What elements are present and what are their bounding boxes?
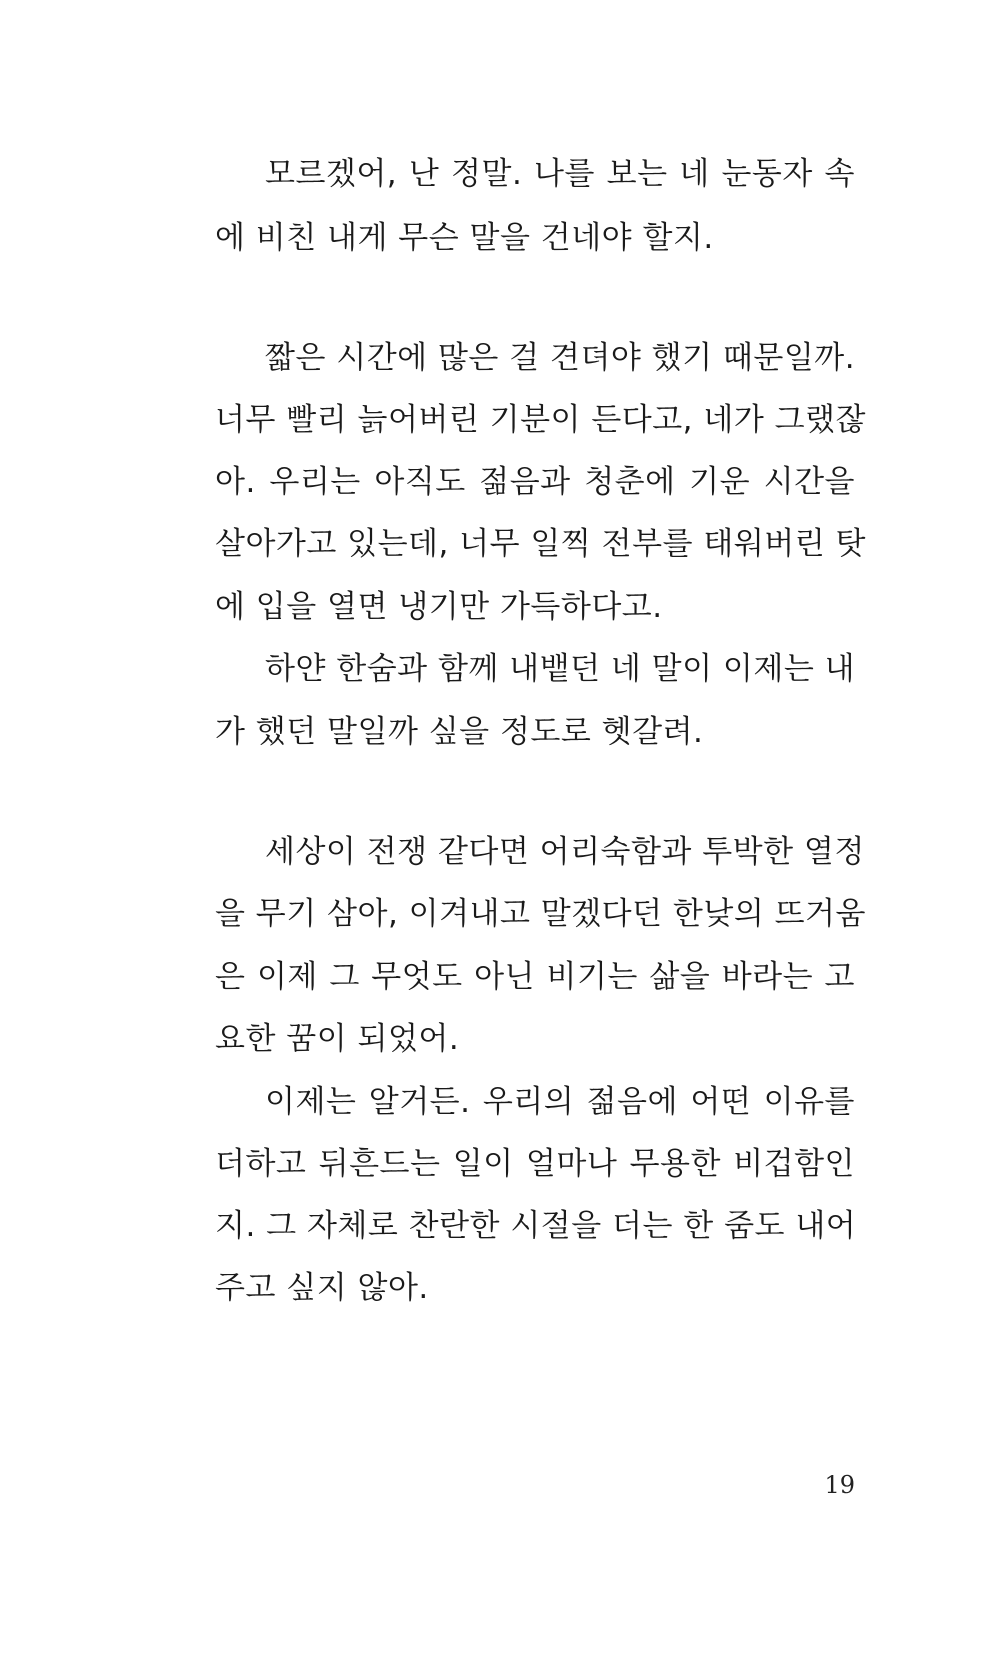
text-line: 은 이제 그 무엇도 아닌 비기는 삶을 바라는 고	[215, 959, 855, 995]
text-line: 에 입을 열면 냉기만 가득하다고.	[215, 589, 663, 625]
text-line: 주고 싶지 않아.	[215, 1270, 429, 1306]
text-line: 짧은 시간에 많은 걸 견뎌야 했기 때문일까.	[265, 340, 856, 376]
text-line: 에 비친 내게 무슨 말을 건네야 할지.	[215, 220, 714, 256]
text-line: 더하고 뒤흔드는 일이 얼마나 무용한 비겁함인	[215, 1146, 855, 1182]
text-line: 모르겠어, 난 정말. 나를 보는 네 눈동자 속	[265, 156, 855, 192]
text-line: 너무 빨리 늙어버린 기분이 든다고, 네가 그랬잖	[215, 402, 866, 438]
text-line: 가 했던 말일까 싶을 정도로 헷갈려.	[215, 714, 704, 750]
text-line: 을 무기 삼아, 이겨내고 말겠다던 한낮의 뜨거움	[215, 896, 866, 932]
text-line: 이제는 알거든. 우리의 젊음에 어떤 이유를	[265, 1084, 855, 1120]
text-line: 하얀 한숨과 함께 내뱉던 네 말이 이제는 내	[265, 651, 856, 687]
text-line: 지. 그 자체로 찬란한 시절을 더는 한 줌도 내어	[215, 1208, 857, 1244]
text-line: 아. 우리는 아직도 젊음과 청춘에 기운 시간을	[215, 464, 855, 500]
text-line: 세상이 전쟁 같다면 어리숙함과 투박한 열정	[265, 834, 865, 870]
text-line: 요한 꿈이 되었어.	[215, 1021, 460, 1057]
page-number: 19	[824, 1471, 855, 1499]
text-line: 살아가고 있는데, 너무 일찍 전부를 태워버린 탓	[215, 526, 866, 562]
